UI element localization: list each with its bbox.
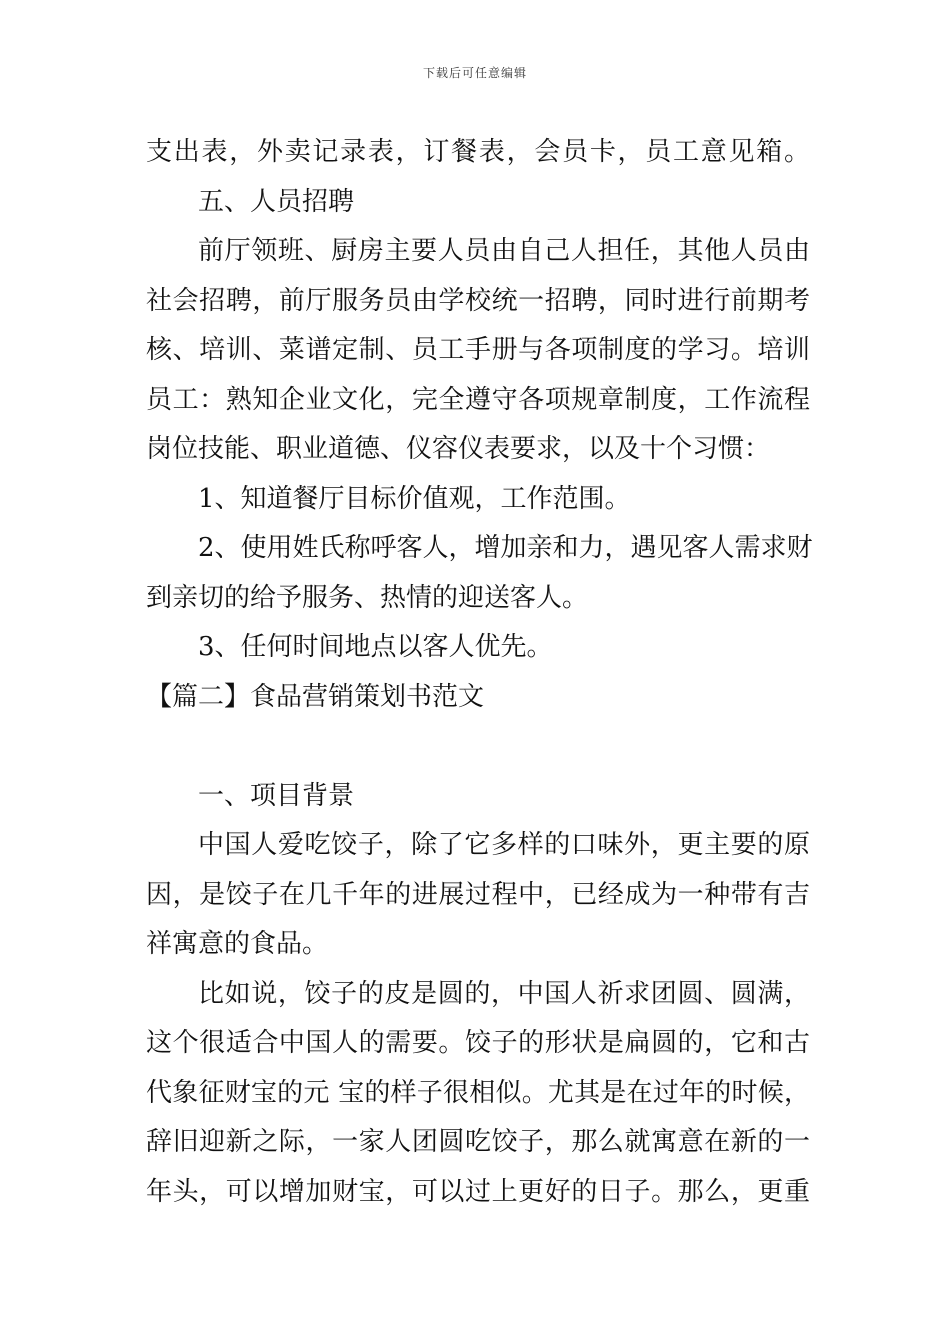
paragraph-line: 核、培训、菜谱定制、员工手册与各项制度的学习。培训	[146, 335, 810, 365]
article-title: 【篇二】食品营销策划书范文	[146, 681, 485, 712]
page-header-note: 下载后可任意编辑	[422, 66, 527, 80]
paragraph-line: 比如说，饺子的皮是圆的，中国人祈求团圆、圆满，	[198, 978, 810, 1009]
list-item: 1、知道餐厅目标价值观，工作范围。	[198, 483, 631, 514]
paragraph-line: 员工：熟知企业文化，完全遵守各项规章制度，工作流程	[146, 384, 810, 415]
document-body	[146, 128, 813, 1217]
list-item: 3、任何时间地点以客人优先。	[198, 632, 553, 662]
paragraph-line: 因，是饺子在几千年的进展过程中，已经成为一种带有吉	[146, 879, 810, 910]
paragraph-line: 社会招聘，前厅服务员由学校统一招聘，同时进行前期考	[146, 285, 810, 316]
paragraph-line: 到亲切的给予服务、热情的迎送客人。	[146, 582, 589, 613]
paragraph-line: 岗位技能、职业道德、仪容仪表要求，以及十个习惯：	[146, 434, 771, 464]
paragraph-line: 中国人爱吃饺子，除了它多样的口味外，更主要的原	[198, 830, 810, 860]
paragraph-line: 这个很适合中国人的需要。饺子的形状是扁圆的，它和古	[146, 1028, 810, 1058]
paragraph-line: 代象征财宝的元 宝的样子很相似。尤其是在过年的时候，	[146, 1077, 810, 1108]
list-item: 2、使用姓氏称呼客人，增加亲和力，遇见客人需求财	[198, 533, 813, 563]
paragraph-line: 年头，可以增加财宝，可以过上更好的日子。那么，更重	[146, 1176, 810, 1207]
paragraph-line: 辞旧迎新之际，一家人团圆吃饺子，那么就寓意在新的一	[146, 1127, 810, 1157]
section-heading: 五、人员招聘	[198, 186, 355, 217]
blank-line	[146, 722, 810, 772]
paragraph-line: 祥寓意的食品。	[146, 929, 329, 959]
paragraph-line: 前厅领班、厨房主要人员由自己人担任，其他人员由	[198, 236, 810, 266]
section-heading: 一、项目背景	[198, 780, 355, 811]
paragraph-line: 支出表，外卖记录表，订餐表，会员卡，员工意见箱。	[146, 137, 810, 167]
